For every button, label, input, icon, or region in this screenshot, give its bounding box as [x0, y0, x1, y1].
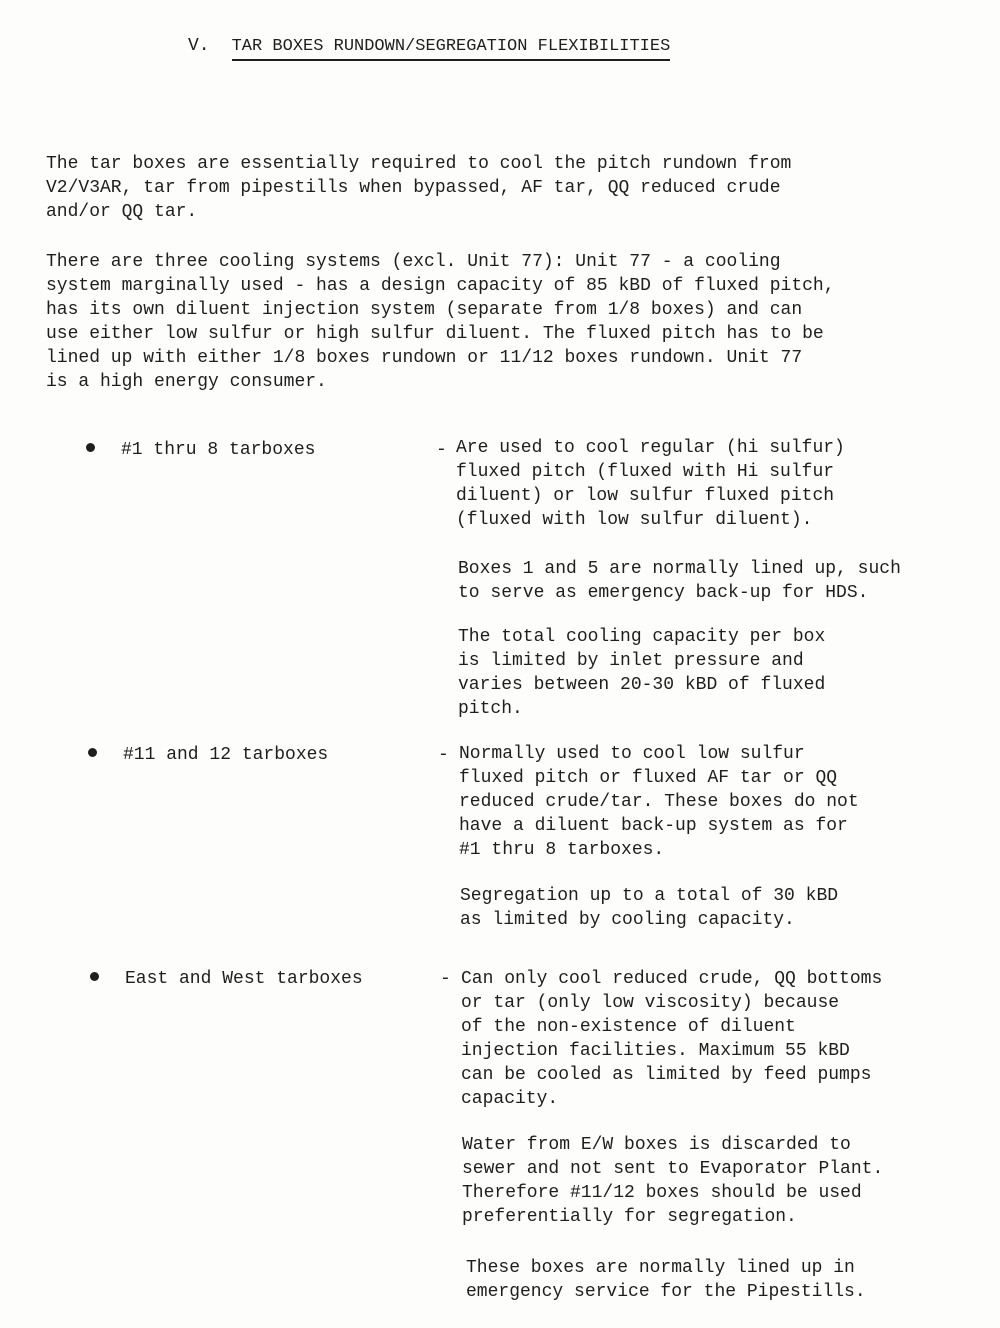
list-item-label [90, 969, 363, 989]
item-label-text: East and West tarboxes [125, 969, 363, 989]
item-dash: - [436, 440, 447, 460]
bullet-icon [90, 972, 99, 981]
bullet-icon [88, 748, 97, 757]
section-title: TAR BOXES RUNDOWN/SEGREGATION FLEXIBILITIES [232, 37, 671, 61]
item-description: Normally used to cool low sulfur fluxed pitch or fluxed AF tar or QQ reduced crude/tar. These boxes do not have a diluent back-up system as for #1 thru 8 tarboxes. [459, 744, 859, 860]
item-description: The total cooling capacity per box is limited by inlet pressure and varies between 20-30 kBD of fluxed pitch. [458, 627, 826, 719]
item-description: Boxes 1 and 5 are normally lined up, such to serve as emergency back-up for HDS. [458, 559, 901, 603]
item-description: Segregation up to a total of 30 kBD as limited by cooling capacity. [460, 886, 839, 930]
item-description: Are used to cool regular (hi sulfur) fluxed pitch (fluxed with Hi sulfur diluent) or low sulfur fluxed pitch (fluxed with low sulfur diluent). [456, 438, 845, 530]
intro-paragraph: The tar boxes are essentially required to cool the pitch rundown from V2/V3AR, tar from pipestills when bypassed, AF tar, QQ reduced crude and/or QQ tar. [46, 154, 792, 222]
item-dash: - [440, 969, 451, 989]
item-label-text: #11 and 12 tarboxes [123, 745, 329, 765]
list-item-label [86, 440, 315, 460]
cooling-systems-paragraph: There are three cooling systems (excl. Unit 77): Unit 77 - a cooling system marginally used - has a design capacity of 85 kBD of fluxed pitch, has its own diluent injection system (separate from 1/8 boxes) and can use either low sulfur or high sulfur diluent. The fluxed pitch has to be lined up with either 1/8 boxes rundown or 11/12 boxes rundown. Unit 77 is a high energy consumer. [46, 252, 835, 392]
item-label-text: #1 thru 8 tarboxes [121, 440, 316, 460]
section-heading [188, 36, 670, 61]
list-item-label [88, 745, 328, 765]
section-number: V. [188, 36, 210, 56]
bullet-icon [86, 443, 95, 452]
item-description: These boxes are normally lined up in emergency service for the Pipestills. [466, 1258, 866, 1302]
item-description: Water from E/W boxes is discarded to sewer and not sent to Evaporator Plant. Therefore #11/12 boxes should be used preferentially for segregation. [462, 1135, 884, 1227]
item-description: Can only cool reduced crude, QQ bottoms or tar (only low viscosity) because of the non-existence of diluent injection facilities. Maximum 55 kBD can be cooled as limited by feed pumps capacity. [461, 969, 883, 1109]
item-dash: - [438, 745, 449, 765]
